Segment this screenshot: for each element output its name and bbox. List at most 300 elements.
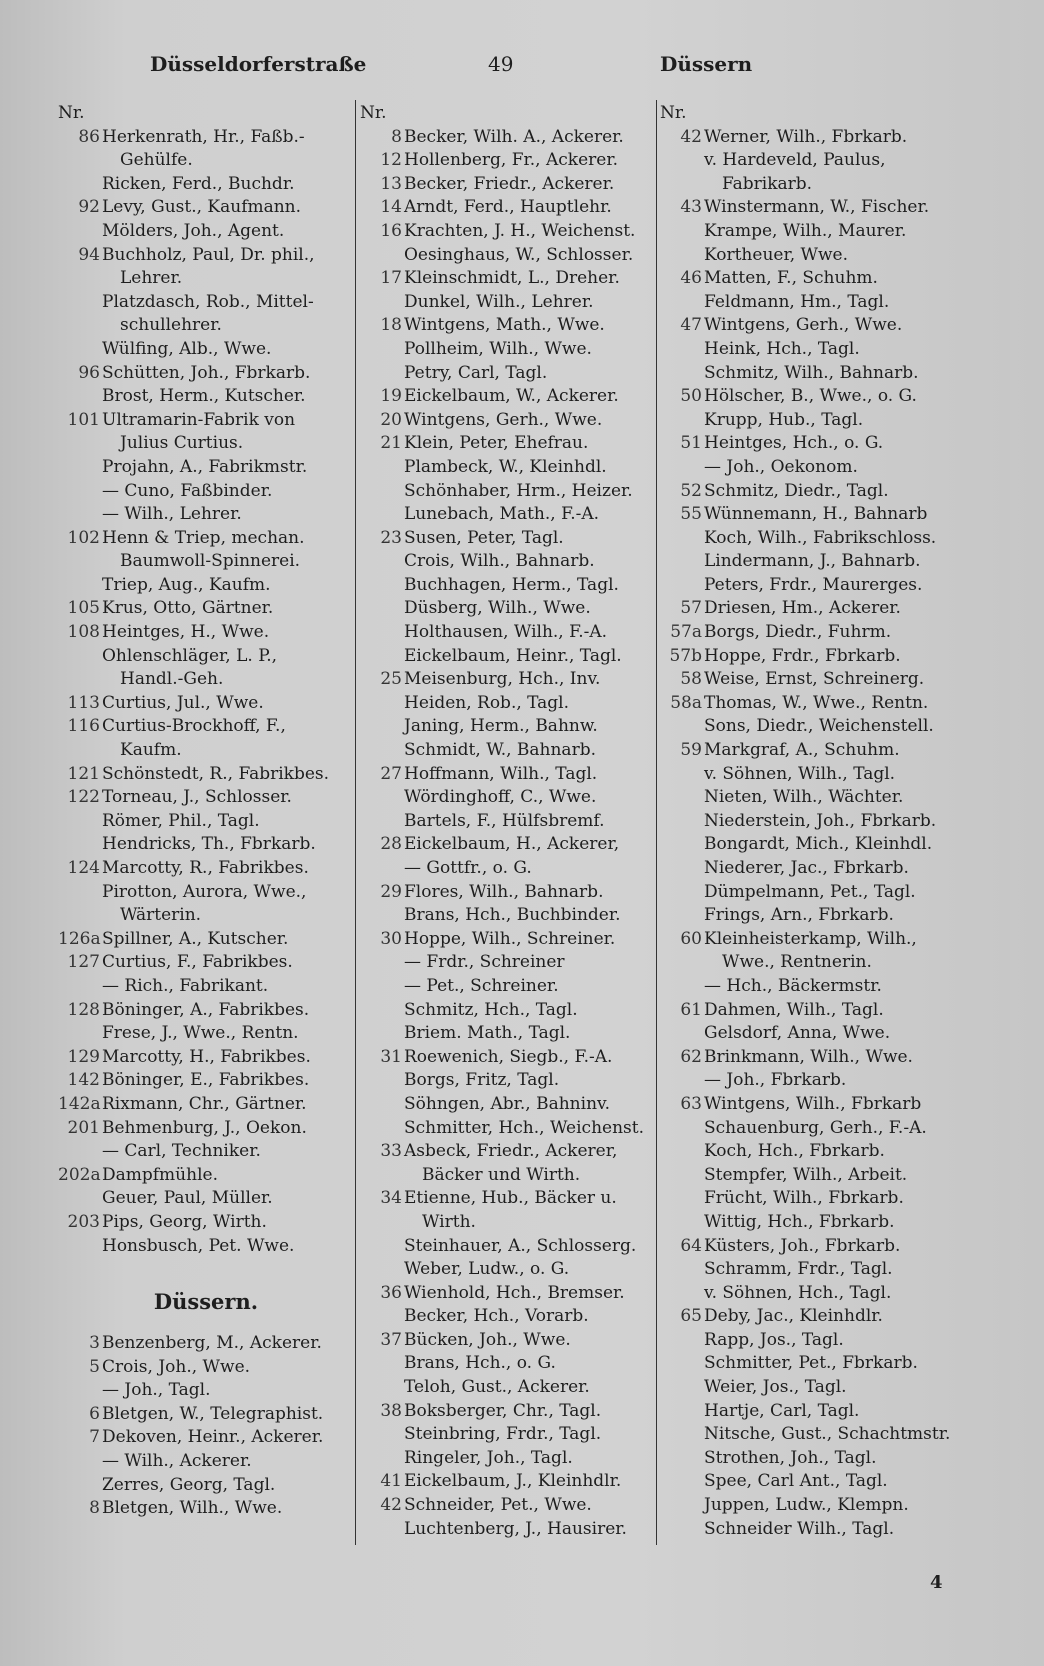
entry-text: Wintgens, Gerh., Wwe. (404, 409, 603, 430)
directory-entry (360, 1518, 655, 1542)
entry-text: — Gottfr., o. G. (404, 858, 532, 878)
entry-text: Projahn, A., Fabrikmstr. (102, 456, 308, 477)
entry-text: Crois, Joh., Wwe. (102, 1356, 251, 1377)
entry-text: Schönstedt, R., Fabrikbes. (102, 763, 330, 784)
directory-entry (360, 881, 655, 905)
sheet-number: 4 (930, 1572, 943, 1593)
house-number: 42 (380, 1495, 402, 1516)
entry-text: Winstermann, W., Fischer. (704, 197, 930, 218)
directory-entry (660, 1447, 970, 1471)
directory-entry (360, 173, 655, 197)
house-number: 202a (58, 1164, 101, 1185)
entry-text: — Joh., Fbrkarb. (704, 1070, 847, 1091)
entry-text: Bongardt, Mich., Kleinhdl. (704, 834, 933, 855)
entry-text: Frücht, Wilh., Fbrkarb. (704, 1188, 904, 1209)
house-number: 19 (380, 386, 402, 407)
entry-text: Krus, Otto, Gärtner. (102, 598, 274, 619)
house-number: 127 (67, 952, 100, 973)
house-number: 64 (680, 1235, 702, 1256)
entry-text: Ohlenschläger, L. P., (102, 645, 278, 666)
directory-entry (360, 149, 655, 173)
entry-text: Curtius-Brockhoff, F., (102, 716, 286, 737)
directory-entry (360, 1352, 655, 1376)
directory-entry (660, 291, 970, 315)
entry-text: Luchtenberg, J., Hausirer. (404, 1518, 627, 1539)
entry-text: Bletgen, Wilh., Wwe. (102, 1498, 283, 1519)
entry-text: Wienhold, Hch., Bremser. (404, 1282, 625, 1303)
directory-entry (360, 550, 655, 574)
entry-text: Wünnemann, H., Bahnarb (704, 504, 928, 525)
directory-entry (360, 362, 655, 386)
entry-text: — Joh., Oekonom. (704, 456, 858, 477)
entry-text: Krupp, Hub., Tagl. (704, 409, 864, 430)
directory-entry (360, 833, 655, 857)
house-number: 31 (380, 1046, 402, 1067)
directory-entry (360, 1069, 655, 1093)
house-number: 124 (67, 858, 100, 878)
directory-entry (360, 432, 655, 456)
entry-text: Thomas, W., Wwe., Rentn. (704, 692, 929, 713)
house-number: 8 (391, 126, 402, 147)
entry-text: Kaufm. (120, 740, 182, 761)
entry-text: Heiden, Rob., Tagl. (404, 692, 570, 713)
entry-text: schullehrer. (120, 315, 222, 336)
entry-text: Koch, Wilh., Fabrikschloss. (704, 527, 937, 548)
entry-text: Henn & Triep, mechan. (102, 527, 305, 548)
entry-text: Dekoven, Heinr., Ackerer. (102, 1427, 324, 1448)
house-number: 59 (680, 740, 702, 761)
directory-entry (360, 739, 655, 763)
directory-entry (360, 1447, 655, 1471)
house-number: 51 (680, 433, 702, 454)
directory-entry (660, 480, 970, 504)
house-number: 102 (67, 527, 100, 548)
entry-text: Kleinschmidt, L., Dreher. (404, 268, 620, 289)
column-2 (360, 102, 655, 1541)
directory-entry (660, 1352, 970, 1376)
directory-entry (360, 1140, 655, 1164)
directory-entry (58, 362, 354, 386)
entry-text: Becker, Wilh. A., Ackerer. (404, 126, 624, 147)
column-1-entries (58, 102, 354, 1258)
entry-text: — Hch., Bäckermstr. (704, 975, 882, 996)
house-number: 116 (67, 716, 100, 737)
directory-entry (360, 621, 655, 645)
house-number: 108 (67, 622, 100, 643)
entry-text: Crois, Wilh., Bahnarb. (404, 551, 595, 572)
directory-entry (660, 385, 970, 409)
directory-entry (58, 1164, 354, 1188)
entry-text: Petry, Carl, Tagl. (404, 362, 548, 383)
directory-entry (58, 1069, 354, 1093)
entry-text: Heintges, Hch., o. G. (704, 433, 884, 454)
house-number: 42 (680, 126, 702, 147)
directory-entry (360, 692, 655, 716)
directory-entry (58, 291, 354, 315)
directory-entry (660, 1282, 970, 1306)
directory-entry (58, 904, 354, 928)
entry-text: Schneider Wilh., Tagl. (704, 1518, 895, 1539)
directory-entry (58, 1046, 354, 1070)
directory-entry (360, 1211, 655, 1235)
entry-text: Schauenburg, Gerh., F.-A. (704, 1117, 927, 1138)
house-number: 47 (680, 315, 702, 336)
directory-entry (58, 126, 354, 150)
house-number: 61 (680, 999, 702, 1020)
house-number: 7 (89, 1427, 100, 1448)
entry-text: Driesen, Hm., Ackerer. (704, 598, 901, 619)
directory-entry (360, 786, 655, 810)
house-number: 6 (89, 1403, 100, 1424)
directory-entry (58, 196, 354, 220)
house-number: 34 (380, 1188, 402, 1209)
directory-entry (360, 574, 655, 598)
directory-entry (58, 1187, 354, 1211)
entry-text: Schönhaber, Hrm., Heizer. (404, 480, 633, 501)
entry-text: Marcotty, R., Fabrikbes. (102, 858, 309, 878)
directory-entry (360, 645, 655, 669)
section-title: Düssern. (153, 1289, 259, 1315)
entry-text: Ultramarin-Fabrik von (102, 409, 296, 430)
house-number: 92 (78, 197, 100, 218)
entry-text: Asbeck, Friedr., Ackerer, (404, 1141, 618, 1162)
directory-entry (660, 739, 970, 763)
directory-entry (58, 385, 354, 409)
entry-text: — Pet., Schreiner. (404, 975, 559, 996)
house-number: 14 (380, 197, 402, 218)
entry-text: Böninger, A., Fabrikbes. (102, 999, 310, 1020)
entry-text: Behmenburg, J., Oekon. (102, 1117, 307, 1138)
column-divider (656, 100, 657, 1545)
directory-entry (360, 1164, 655, 1188)
entry-text: Brans, Hch., Buchbinder. (404, 905, 621, 926)
house-number: 12 (380, 150, 402, 171)
house-number: 36 (380, 1282, 402, 1303)
entry-text: Düsberg, Wilh., Wwe. (404, 598, 591, 619)
directory-entry (360, 1022, 655, 1046)
house-number: 21 (380, 433, 402, 454)
entry-text: Weber, Ludw., o. G. (404, 1259, 570, 1280)
entry-text: Curtius, F., Fabrikbes. (102, 952, 293, 973)
house-number: 18 (380, 315, 402, 336)
entry-text: Rapp, Jos., Tagl. (704, 1329, 844, 1350)
directory-entry (360, 503, 655, 527)
house-number: 60 (680, 928, 702, 949)
directory-entry (660, 1400, 970, 1424)
entry-text: Schramm, Frdr., Tagl. (704, 1259, 893, 1280)
directory-entry (360, 338, 655, 362)
house-number: 20 (380, 409, 402, 430)
directory-entry (660, 1093, 970, 1117)
entry-text: Heintges, H., Wwe. (102, 622, 270, 643)
entry-text: Söhngen, Abr., Bahninv. (404, 1093, 611, 1114)
directory-entry (58, 1497, 354, 1521)
directory-entry (660, 857, 970, 881)
entry-text: Pirotton, Aurora, Wwe., (102, 881, 307, 902)
entry-text: Kleinheisterkamp, Wilh., (704, 928, 917, 949)
house-number: 126a (58, 928, 101, 949)
page-header (0, 52, 1044, 92)
house-number: 55 (680, 504, 702, 525)
directory-entry (660, 1305, 970, 1329)
directory-entry (360, 1282, 655, 1306)
directory-entry (58, 668, 354, 692)
directory-entry (58, 1093, 354, 1117)
entry-text: Arndt, Ferd., Hauptlehr. (404, 197, 612, 218)
entry-text: Lindermann, J., Bahnarb. (704, 551, 921, 572)
entry-text: Wärterin. (120, 905, 202, 926)
entry-text: — Cuno, Faßbinder. (102, 480, 273, 501)
directory-entry (58, 1403, 354, 1427)
directory-entry (360, 1093, 655, 1117)
entry-text: Eickelbaum, W., Ackerer. (404, 386, 619, 407)
house-number: 57 (680, 598, 702, 619)
entry-text: Oesinghaus, W., Schlosser. (404, 244, 634, 265)
directory-entry (58, 951, 354, 975)
directory-entry (660, 999, 970, 1023)
entry-text: Spee, Carl Ant., Tagl. (704, 1471, 888, 1492)
directory-entry (360, 975, 655, 999)
directory-entry (660, 1164, 970, 1188)
entry-text: Lunebach, Math., F.-A. (404, 504, 600, 525)
entry-text: — Joh., Tagl. (102, 1380, 211, 1401)
entry-text: Ricken, Ferd., Buchdr. (102, 173, 295, 194)
directory-entry (360, 126, 655, 150)
directory-entry (660, 597, 970, 621)
directory-entry (660, 715, 970, 739)
entry-text: Eickelbaum, J., Kleinhdlr. (404, 1471, 622, 1492)
directory-entry (58, 1140, 354, 1164)
entry-text: Dümpelmann, Pet., Tagl. (704, 881, 916, 902)
house-number: 113 (67, 692, 100, 713)
entry-text: Römer, Phil., Tagl. (102, 810, 260, 831)
directory-entry (58, 715, 354, 739)
entry-text: Janing, Herm., Bahnw. (404, 716, 598, 737)
directory-entry (360, 763, 655, 787)
directory-entry (660, 1329, 970, 1353)
directory-entry (360, 409, 655, 433)
directory-entry (58, 267, 354, 291)
directory-entry (360, 1187, 655, 1211)
directory-entry (660, 621, 970, 645)
house-number: 58 (680, 669, 702, 690)
directory-entry (58, 739, 354, 763)
entry-text: Becker, Friedr., Ackerer. (404, 173, 615, 194)
directory-entry (360, 1046, 655, 1070)
house-number: 128 (67, 999, 100, 1020)
directory-entry (360, 244, 655, 268)
directory-entry (58, 1022, 354, 1046)
directory-entry (360, 1258, 655, 1282)
directory-entry (360, 715, 655, 739)
entry-text: Zerres, Georg, Tagl. (102, 1474, 276, 1495)
directory-entry (58, 1332, 354, 1356)
house-number: 142a (58, 1093, 101, 1114)
directory-entry (58, 833, 354, 857)
directory-entry (58, 550, 354, 574)
house-number: 122 (67, 787, 100, 808)
entry-text: Wittig, Hch., Fbrkarb. (704, 1211, 895, 1232)
entry-text: Holthausen, Wilh., F.-A. (404, 622, 608, 643)
directory-entry (660, 220, 970, 244)
column-heading (58, 102, 354, 126)
directory-entry (58, 881, 354, 905)
house-number: 41 (380, 1471, 402, 1492)
entry-text: Nr. (360, 103, 387, 123)
entry-text: Triep, Aug., Kaufm. (102, 574, 271, 595)
directory-entry (58, 409, 354, 433)
directory-entry (58, 244, 354, 268)
directory-entry (660, 1140, 970, 1164)
entry-text: Wirth. (422, 1211, 476, 1232)
directory-entry (360, 480, 655, 504)
directory-entry (660, 1235, 970, 1259)
directory-entry (660, 1117, 970, 1141)
entry-text: Peters, Frdr., Maurerges. (704, 574, 923, 595)
entry-text: Levy, Gust., Kaufmann. (102, 197, 302, 218)
entry-text: Roewenich, Siegb., F.-A. (404, 1046, 613, 1067)
directory-entry (360, 1305, 655, 1329)
entry-text: Weise, Ernst, Schreinerg. (704, 669, 925, 690)
directory-entry (58, 763, 354, 787)
directory-entry (360, 527, 655, 551)
entry-text: Boksberger, Chr., Tagl. (404, 1400, 602, 1421)
directory-entry (58, 1356, 354, 1380)
entry-text: Schneider, Pet., Wwe. (404, 1495, 592, 1516)
directory-entry (360, 1423, 655, 1447)
directory-entry (360, 1376, 655, 1400)
entry-text: Schmidt, W., Bahnarb. (404, 740, 596, 761)
house-number: 13 (380, 173, 402, 194)
entry-text: Stempfer, Wilh., Arbeit. (704, 1164, 908, 1185)
directory-entry (360, 597, 655, 621)
directory-entry (660, 1423, 970, 1447)
entry-text: Bäcker und Wirth. (422, 1164, 581, 1185)
entry-text: v. Söhnen, Wilh., Tagl. (704, 763, 896, 784)
directory-entry (660, 527, 970, 551)
directory-entry (58, 597, 354, 621)
directory-entry (360, 267, 655, 291)
directory-entry (58, 975, 354, 999)
directory-entry (360, 314, 655, 338)
entry-text: Hollenberg, Fr., Ackerer. (404, 150, 618, 171)
entry-text: Feldmann, Hm., Tagl. (704, 291, 890, 312)
house-number: 43 (680, 197, 702, 218)
entry-text: Nr. (58, 103, 85, 123)
directory-entry (660, 432, 970, 456)
directory-entry (660, 362, 970, 386)
directory-entry (660, 1494, 970, 1518)
entry-text: — Frdr., Schreiner (404, 952, 565, 973)
entry-text: Briem. Math., Tagl. (404, 1023, 571, 1044)
directory-entry (660, 975, 970, 999)
page-number: 49 (488, 52, 514, 76)
directory-entry (360, 810, 655, 834)
entry-text: Buchholz, Paul, Dr. phil., (102, 244, 315, 265)
directory-entry (660, 1470, 970, 1494)
directory-entry (660, 881, 970, 905)
entry-text: Eickelbaum, Heinr., Tagl. (404, 645, 622, 666)
entry-text: Brans, Hch., o. G. (404, 1353, 556, 1374)
entry-text: Brinkmann, Wilh., Wwe. (704, 1046, 913, 1067)
directory-entry (360, 456, 655, 480)
entry-text: Julius Curtius. (120, 433, 244, 454)
entry-text: Küsters, Joh., Fbrkarb. (704, 1235, 901, 1256)
entry-text: Schmitter, Hch., Weichenst. (404, 1117, 644, 1138)
directory-entry (660, 149, 970, 173)
directory-entry (58, 621, 354, 645)
house-number: 101 (67, 409, 100, 430)
entry-text: — Rich., Fabrikant. (102, 975, 269, 996)
directory-entry (58, 857, 354, 881)
house-number: 8 (89, 1498, 100, 1519)
entry-text: Susen, Peter, Tagl. (404, 527, 564, 548)
directory-entry (360, 1494, 655, 1518)
entry-text: Heink, Hch., Tagl. (704, 338, 860, 359)
entry-text: Wwe., Rentnerin. (722, 952, 872, 973)
house-number: 5 (89, 1356, 100, 1377)
house-number: 65 (680, 1306, 702, 1327)
directory-entry (58, 692, 354, 716)
directory-entry (58, 480, 354, 504)
directory-entry (360, 1400, 655, 1424)
entry-text: Nr. (660, 103, 687, 123)
house-number: 201 (67, 1117, 100, 1138)
house-number: 57b (669, 645, 702, 666)
column-heading (660, 102, 970, 126)
entry-text: Gelsdorf, Anna, Wwe. (704, 1023, 891, 1044)
entry-text: Dunkel, Wilh., Lehrer. (404, 291, 594, 312)
entry-text: Buchhagen, Herm., Tagl. (404, 574, 619, 595)
entry-text: Bletgen, W., Telegraphist. (102, 1403, 324, 1424)
directory-entry (58, 527, 354, 551)
entry-text: Honsbusch, Pet. Wwe. (102, 1235, 295, 1256)
directory-entry (660, 692, 970, 716)
entry-text: Gehülfe. (120, 150, 193, 171)
entry-text: Etienne, Hub., Bäcker u. (404, 1188, 617, 1209)
directory-entry (58, 574, 354, 598)
house-number: 63 (680, 1093, 702, 1114)
entry-text: Schmitz, Hch., Tagl. (404, 999, 578, 1020)
entry-text: Hölscher, B., Wwe., o. G. (704, 386, 917, 407)
directory-entry (360, 1235, 655, 1259)
entry-text: Strothen, Joh., Tagl. (704, 1447, 877, 1468)
directory-entry (660, 196, 970, 220)
directory-entry (360, 668, 655, 692)
entry-text: Steinhauer, A., Schlosserg. (404, 1235, 637, 1256)
entry-text: Deby, Jac., Kleinhdlr. (704, 1306, 883, 1327)
house-number: 29 (380, 881, 402, 902)
directory-entry (660, 668, 970, 692)
entry-text: Kortheuer, Wwe. (704, 244, 849, 265)
entry-text: Schmitz, Diedr., Tagl. (704, 480, 889, 501)
entry-text: Herkenrath, Hr., Faßb.- (102, 126, 305, 147)
entry-text: Klein, Peter, Ehefrau. (404, 433, 589, 454)
entry-text: Dahmen, Wilh., Tagl. (704, 999, 884, 1020)
entry-text: Krampe, Wilh., Maurer. (704, 220, 907, 241)
entry-text: v. Hardeveld, Paulus, (704, 150, 886, 171)
entry-text: Handl.-Geh. (120, 669, 224, 690)
entry-text: Nitsche, Gust., Schachtmstr. (704, 1424, 951, 1445)
entry-text: Ringeler, Joh., Tagl. (404, 1447, 573, 1468)
directory-entry (360, 951, 655, 975)
directory-entry (660, 928, 970, 952)
directory-entry (360, 291, 655, 315)
directory-entry (660, 810, 970, 834)
directory-entry (58, 173, 354, 197)
directory-entry (58, 149, 354, 173)
house-number: 17 (380, 268, 402, 289)
